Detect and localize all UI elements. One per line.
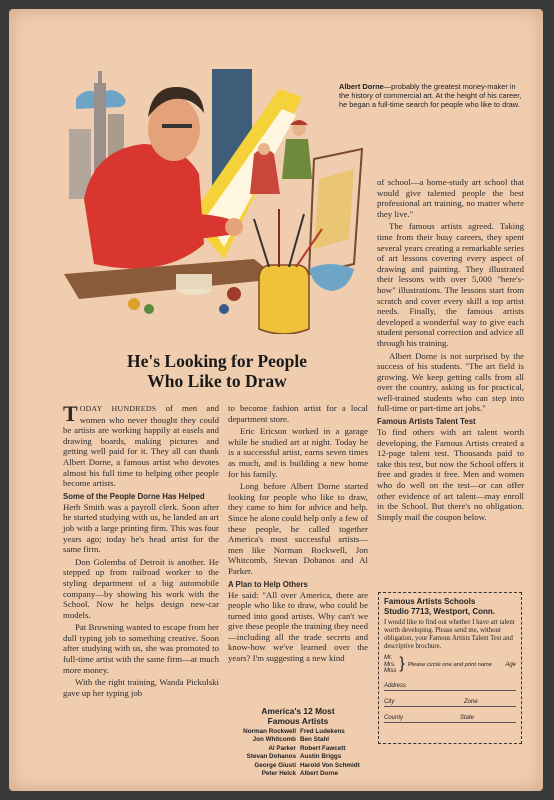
headline	[69, 351, 365, 391]
mail-coupon[interactable]	[378, 592, 522, 744]
option-mrs[interactable]: Mrs.	[384, 661, 396, 668]
artist-name: Harold Von Schmidt	[300, 761, 360, 769]
paint-tube	[144, 304, 154, 314]
man-glasses	[162, 124, 192, 128]
caption-name: Albert Dorne	[339, 82, 384, 91]
salutation-options[interactable]	[384, 655, 396, 675]
intro-paragraph	[63, 403, 219, 489]
artists-grid	[228, 728, 368, 778]
artists-title	[228, 706, 368, 726]
paint-bowl	[309, 264, 354, 291]
famous-artists-list	[228, 706, 368, 778]
brush-jar	[259, 265, 309, 334]
man-hand	[225, 218, 243, 236]
painted-figure-dress	[250, 149, 280, 194]
name-field-note: Please circle one and print name	[407, 662, 493, 668]
artists-title-line-2: Famous Artists	[267, 716, 329, 726]
city-label: City	[384, 698, 395, 705]
artist-name: Austin Briggs	[300, 753, 342, 761]
intro-text: of men and women who never thought they could be artists are working happily at easels and drawing boards, making pictures and getting well paid for it. They all can thank Albert Dorne, a famous artist who devotes almost his full time to helping other people become artists.	[63, 403, 219, 489]
headline-line-1: He's Looking for People	[126, 351, 308, 371]
artist-name: Stevan Dohanos	[246, 753, 296, 761]
paragraph: Pat Browning wanted to escape from her dull typing job to something creative. Soon after studying with us, she was promoted to full-time artist with the same firm—at much more money.	[63, 622, 219, 675]
address-field[interactable]	[384, 682, 516, 691]
option-miss[interactable]: Miss	[384, 668, 397, 674]
paragraph: To find others with art talent worth developing, the Famous Artists created a 12-page talent test. Thousands paid to take this test, but now the School offers it free and grades it free. Men and women who do well on the test—or can offer other evidence of art talent—may enroll in the School. But there's no obligation. Simply mail the coupon below.	[377, 427, 524, 522]
painted-figure-head-2	[258, 143, 270, 155]
painted-figure-body	[282, 139, 312, 179]
lead-caps: ODAY HUNDREDS	[79, 404, 157, 413]
caption-text: —probably the greatest money-maker in the history of commercial art. At the height of his career, he began a full-time search for people who like to draw.	[339, 82, 522, 110]
zone-label: Zone	[464, 698, 478, 705]
paint-tube	[128, 298, 140, 310]
paragraph: Herb Smith was a payroll clerk. Soon after he started studying with us, he landed an art job with a large printing firm. This was four years ago; today he's head artist for the same firm.	[63, 501, 219, 555]
city-zone-field[interactable]	[384, 698, 516, 707]
right-canvas-paint	[314, 169, 354, 249]
paragraph: With the right training, Wanda Pickulski gave up her typing job	[63, 677, 219, 698]
age-label: Age	[505, 662, 516, 668]
artist-illustration	[64, 69, 364, 334]
artist-name: George Giusti	[254, 761, 296, 769]
paragraph: Don Golemba of Detroit is another. He stepped up from railroad worker to the styling department of a big automobile company—by showing his work with the School. Now he helps design new-car models.	[63, 556, 219, 620]
brush	[254, 219, 269, 267]
artist-name: Ben Stahl	[300, 736, 330, 744]
article-column-3	[377, 177, 524, 524]
skyscraper-spire	[98, 71, 102, 85]
man-shirt	[84, 144, 204, 269]
option-mr[interactable]: Mr.	[384, 655, 393, 661]
paragraph: to become fashion artist for a local department store.	[228, 403, 368, 424]
section-heading: A Plan to Help Others	[228, 579, 308, 589]
artist-name: Norman Rockwell	[243, 728, 296, 735]
artist-name: Robert Fawcett	[300, 744, 346, 752]
magazine-page	[9, 9, 543, 791]
illustration-caption	[339, 82, 524, 110]
headline-line-2: Who Like to Draw	[147, 371, 287, 391]
paragraph: of school—a home-study art school that would give talented people the best professional art training, no matter where they live."	[377, 177, 524, 219]
coupon-school: Famous Artists Schools	[384, 597, 476, 606]
drop-cap: T	[63, 401, 78, 426]
paint-pot	[176, 274, 212, 289]
artist-name: Fred Ludekens	[300, 728, 345, 735]
paint-tube	[219, 304, 229, 314]
artist-name: Peter Helck	[261, 770, 296, 778]
artist-name: Jon Whitcomb	[252, 736, 296, 744]
article-column-1	[63, 403, 219, 700]
paragraph: Albert Dorne is not surprised by the success of his students. "The art field is growing. We keep getting calls from all over the country, asking us for practical, well-trained students who can step into full-time or part-time art jobs."	[377, 350, 524, 414]
bracket-glyph: }	[399, 655, 405, 672]
county-label: County	[384, 714, 404, 721]
coupon-body: I would like to find out whether I have art talent worth developing. Please send me, without obligation, your Famous Artists Talent Test and descriptive brochure.	[384, 619, 515, 650]
county-state-field[interactable]	[384, 714, 516, 723]
artists-title-line-1: America's 12 Most	[261, 706, 335, 716]
paragraph: The famous artists agreed. Taking time from their busy careers, they spent several years creating a remarkable series of art lessons covering every aspect of drawing and painting. They illustrated their lessons with over 5,000 "here's-how" illustrations. The lessons start from scratch and cover every skill a top artist needs. Finally, the famous artists developed a wonderful way to give each student personal correction and advice all through his training.	[377, 221, 524, 348]
name-field-row[interactable]	[384, 655, 516, 675]
paragraph: Eric Ericson worked in a garage while he studied art at night. Today he is a successful artist, earns seven times as much, and is building a new home for his family.	[228, 426, 368, 479]
paragraph: He said: "All over America, there are people who like to draw, who could be turned into good artists. Why can't we give these people the training they need—including all the trade secrets and know-how we've learned over the years? I'm suggesting a new kind	[228, 589, 368, 664]
coupon-studio: Studio 7713, Westport, Conn.	[384, 607, 495, 616]
section-heading: Some of the People Dorne Has Helped	[63, 491, 205, 501]
article-column-2	[228, 403, 368, 666]
paragraph: Long before Albert Dorne started looking for people who like to draw, they came to him for advice and help. Since he alone could help only a few of these people, he called together America's most successful artists—men like Norman Rockwell, Jon Whitcomb, Stevan Dohanos and Al Parker.	[228, 481, 368, 576]
artist-name: Albert Dorne	[300, 770, 339, 778]
section-heading: Famous Artists Talent Test	[377, 417, 476, 427]
work-table	[64, 259, 279, 299]
address-label: Address	[384, 682, 407, 689]
state-label: State	[460, 714, 475, 721]
paint-tube	[227, 287, 241, 301]
artist-name: Al Parker	[268, 744, 296, 752]
